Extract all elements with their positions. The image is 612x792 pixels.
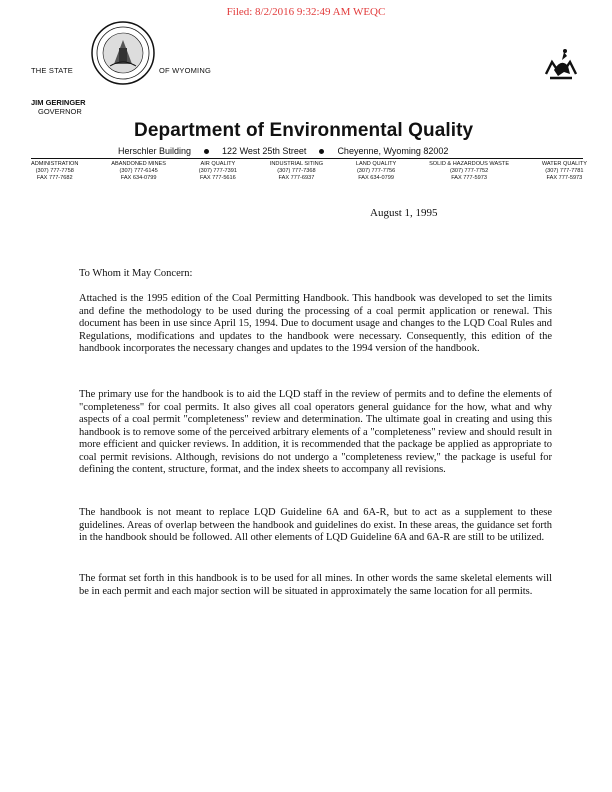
division-name: ABANDONED MINES (111, 161, 166, 167)
division-fax: FAX 777-5973 (451, 175, 487, 181)
division-name: ADMINISTRATION (31, 161, 79, 167)
division-abandoned-mines (111, 161, 166, 182)
division-name: LAND QUALITY (355, 161, 397, 167)
division-phone: (307) 777-7752 (449, 168, 489, 174)
address-building: Herschler Building (118, 146, 192, 156)
division-phone: (307) 777-7781 (545, 168, 584, 174)
division-name: INDUSTRIAL SITING (269, 161, 324, 167)
division-fax: FAX 634-0799 (120, 175, 157, 181)
body-paragraph: Attached is the 1995 edition of the Coal Permitting Handbook. This handbook was developed to set the limits and define the methodology to be used during the processing of a coal permit application or renewal. This document has been in use since April 15, 1994. Due to document usage and changes to the LQD Coal Rules and Regulations, modifications and updates to the handbook were necessary. Consequently, this edition of the handbook incorporates the necessary changes and updates to the 1994 version of the handbook. (79, 293, 552, 354)
letterhead-divider (31, 158, 583, 159)
division-fax: FAX 777-5616 (200, 175, 236, 181)
governor-title: GOVERNOR (38, 107, 82, 116)
division-phone: (307) 777-7758 (35, 168, 74, 174)
body-paragraph: The primary use for the handbook is to aid the LQD staff in the review of permits and to define the elements of "completeness" for coal permits. It also gives all coal operators general guidance for the how, what and why aspects of a coal permit "completeness" review and determination. The ultimate goal in creating and using this handbook is to remove some of the perceived arbitrary elements of a "completeness" review and should result in more efficient and quicker reviews. In addition, it is recommended that the package be applied as appropriate to coal permit revisions. Although, revisions do not undergo a "completeness review," the package is useful for defining the content, structure, format, and the index sheets to accompany all revisions. (79, 389, 552, 475)
address-line (118, 146, 448, 156)
bullet-icon (319, 149, 324, 154)
division-directory (31, 161, 587, 182)
division-solid-hazardous-waste (429, 161, 509, 182)
department-title: Department of Environmental Quality (134, 120, 474, 141)
body-paragraph: The format set forth in this handbook is to be used for all mines. In other words the same skeletal elements will be in each permit and each major section will be situated in approximately the same location for all permits. (79, 573, 552, 597)
division-name: WATER QUALITY (541, 161, 587, 167)
division-phone: (307) 777-7368 (277, 168, 316, 174)
governor-name: JIM GERINGER (31, 98, 86, 107)
division-air-quality (199, 161, 237, 182)
division-name: AIR QUALITY (200, 161, 236, 167)
state-seal-icon (90, 20, 156, 86)
bucking-horse-recycle-icon (540, 44, 582, 86)
division-fax: FAX 777-5973 (546, 175, 583, 181)
division-fax: FAX 777-7682 (36, 175, 73, 181)
division-land-quality (356, 161, 396, 182)
filed-stamp: Filed: 8/2/2016 9:32:49 AM WEQC (226, 6, 386, 18)
division-industrial-siting (270, 161, 323, 182)
division-phone: (307) 777-7391 (198, 168, 238, 174)
body-paragraph: The handbook is not meant to replace LQD Guideline 6A and 6A-R, but to act as a supplement to these guidelines. Areas of overlap between the handbook and guidelines do exist. In these areas, the guidance set forth in the handbook should be followed. All other elements of LQD Guideline 6A and 6A-R are still to be utilized. (79, 507, 552, 543)
state-label-right: OF WYOMING (159, 66, 211, 75)
division-water-quality (542, 161, 587, 182)
division-fax: FAX 777-6937 (278, 175, 315, 181)
bullet-icon (204, 149, 209, 154)
division-fax: FAX 634-0799 (358, 175, 394, 181)
state-label-left: THE STATE (31, 66, 73, 75)
salutation: To Whom it May Concern: (79, 268, 193, 279)
division-phone: (307) 777-6145 (119, 168, 158, 174)
division-name: SOLID & HAZARDOUS WASTE (429, 161, 510, 167)
address-street: 122 West 25th Street (222, 146, 307, 156)
division-administration (31, 161, 78, 182)
division-phone: (307) 777-7756 (356, 168, 396, 174)
address-city: Cheyenne, Wyoming 82002 (337, 146, 449, 156)
letter-date: August 1, 1995 (370, 207, 438, 219)
